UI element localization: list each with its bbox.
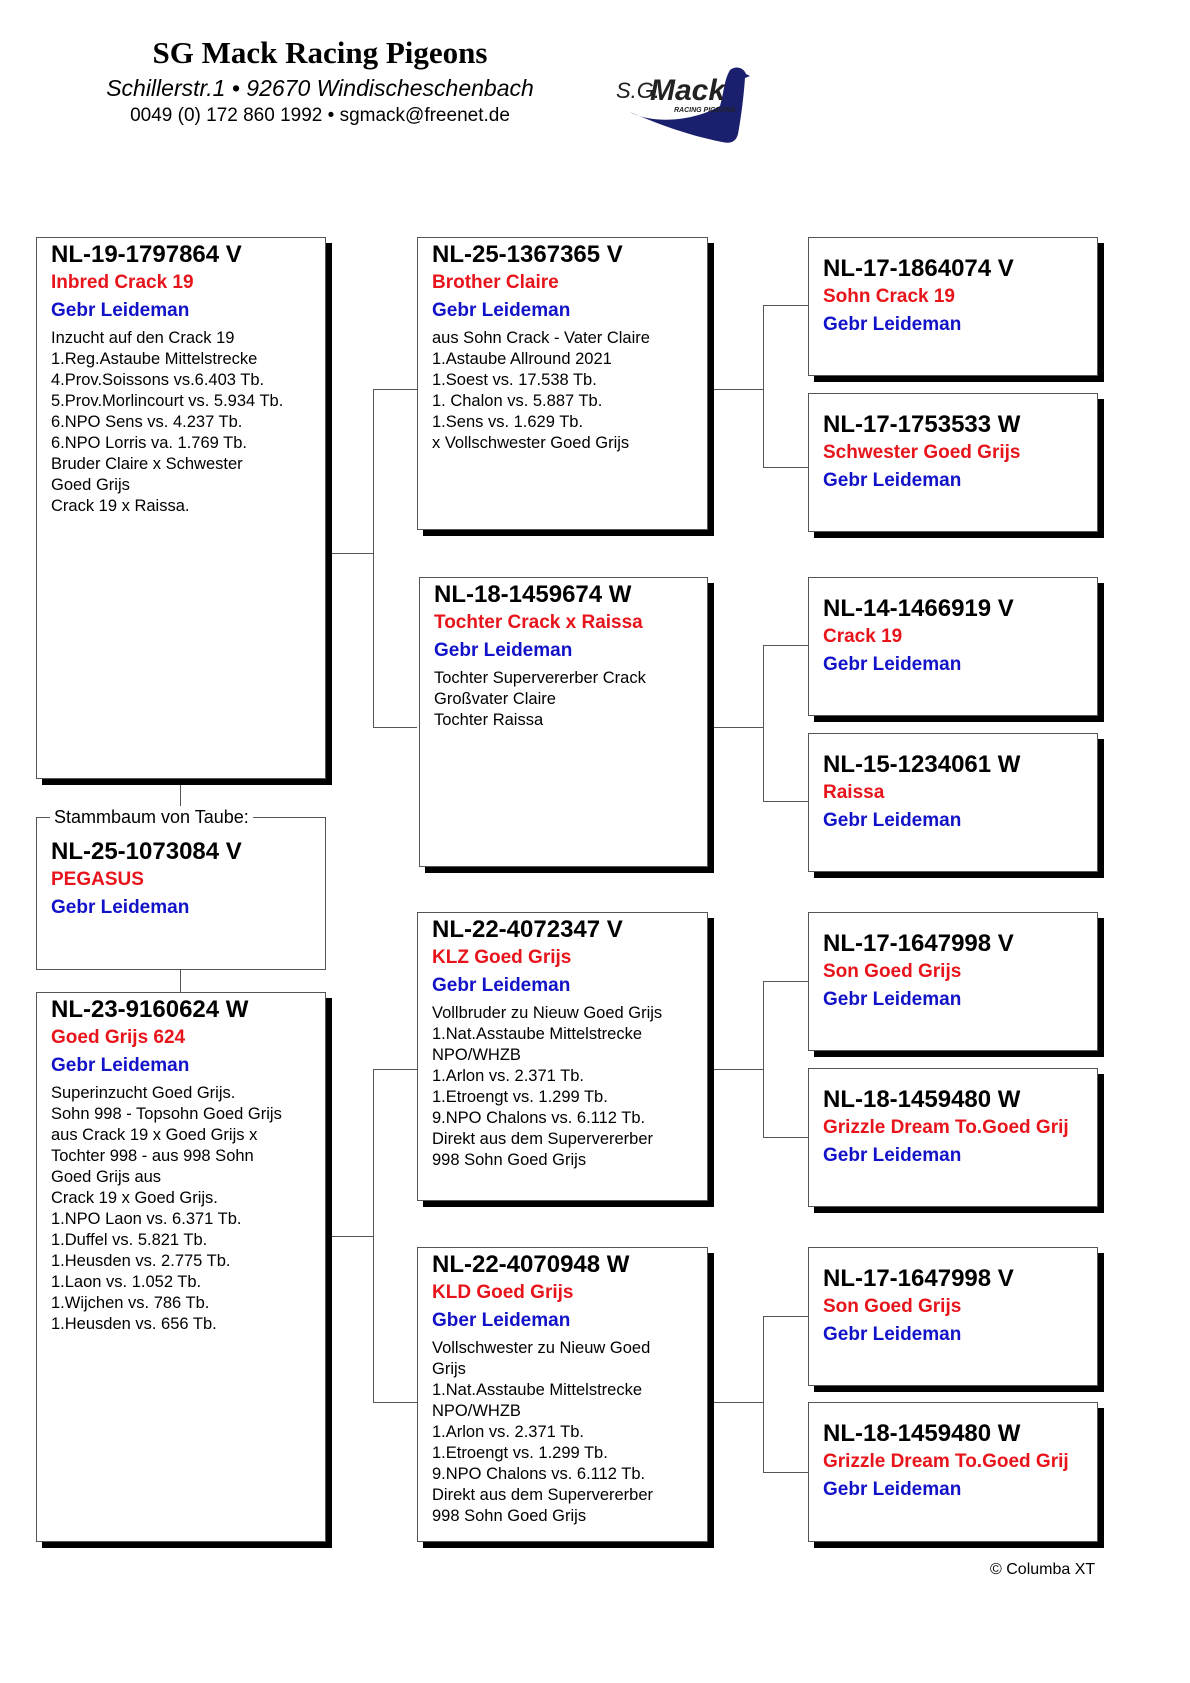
connector [763, 1137, 808, 1138]
page-title: SG Mack Racing Pigeons [152, 35, 488, 70]
address-line: Schillerstr.1 • 92670 Windischeschenbach [106, 75, 534, 101]
pigeon-name: Inbred Crack 19 [51, 272, 194, 293]
connector [763, 645, 808, 646]
pigeon-name: Brother Claire [432, 272, 559, 293]
ring-number: NL-25-1367365 V [432, 241, 623, 268]
ring-number: NL-23-9160624 W [51, 996, 249, 1023]
connector [373, 389, 417, 390]
great-grandparent-card[interactable] [808, 1247, 1098, 1386]
contact-line: 0049 (0) 172 860 1992 • sgmack@freenet.de [130, 105, 510, 126]
pedigree-notes: aus Sohn Crack - Vater Claire 1.Astaube Allround 2021 1.Soest vs. 17.538 Tb. 1. Chalon vs. 5.887 Tb. 1.Sens vs. 1.629 Tb. x Vollschwester Goed Grijs [432, 329, 650, 452]
ring-number: NL-18-1459480 W [823, 1420, 1021, 1447]
connector [373, 389, 374, 727]
ring-number: NL-25-1073084 V [51, 838, 242, 865]
pigeon-name: Grizzle Dream To.Goed Grij [823, 1117, 1069, 1138]
ring-number: NL-22-4070948 W [432, 1251, 630, 1278]
connector [763, 305, 764, 467]
sire-card[interactable] [36, 237, 326, 779]
pigeon-name: Crack 19 [823, 626, 903, 647]
pigeon-name: Goed Grijs 624 [51, 1027, 186, 1048]
logo-subtext: RACING PIGEONS [674, 107, 736, 114]
ring-number: NL-18-1459674 W [434, 581, 632, 608]
pigeon-name: Grizzle Dream To.Goed Grij [823, 1451, 1069, 1472]
grandparent-card[interactable] [417, 237, 708, 530]
connector [180, 969, 181, 992]
sg-mack-pigeon-logo [612, 62, 752, 147]
breeder: Gebr Leideman [432, 300, 571, 321]
ring-number: NL-17-1864074 V [823, 255, 1014, 282]
great-grandparent-card[interactable] [808, 1402, 1098, 1542]
connector [713, 1402, 763, 1403]
connector [713, 389, 763, 390]
pigeon-name: PEGASUS [51, 869, 144, 890]
pigeon-name: Son Goed Grijs [823, 1296, 962, 1317]
pedigree-notes: Vollbruder zu Nieuw Goed Grijs 1.Nat.Asstaube Mittelstrecke NPO/WHZB 1.Arlon vs. 2.371 Tb. 1.Etroengt vs. 1.299 Tb. 9.NPO Chalons vs. 6.112 Tb. Direkt aus dem Supervererber 998 Sohn Goed Grijs [432, 1004, 663, 1169]
breeder: Gebr Leideman [823, 314, 962, 335]
connector [373, 1069, 417, 1070]
connector [763, 1316, 764, 1472]
connector [763, 467, 808, 468]
pigeon-name: Schwester Goed Grijs [823, 442, 1021, 463]
pigeon-name: Raissa [823, 782, 885, 803]
connector [713, 727, 763, 728]
ring-number: NL-17-1753533 W [823, 411, 1021, 438]
breeder: Gebr Leideman [823, 1145, 962, 1166]
subject-label: Stammbaum von Taube: [50, 806, 253, 828]
connector [763, 305, 808, 306]
connector [373, 1069, 374, 1402]
connector [763, 1472, 808, 1473]
logo-text-sg: S.G. [616, 78, 661, 103]
connector [331, 1236, 373, 1237]
pigeon-name: KLD Goed Grijs [432, 1282, 574, 1303]
connector [373, 727, 417, 728]
breeder: Gebr Leideman [51, 897, 190, 918]
breeder: Gebr Leideman [823, 654, 962, 675]
pigeon-name: KLZ Goed Grijs [432, 947, 572, 968]
pedigree-notes: Vollschwester zu Nieuw Goed Grijs 1.Nat.Asstaube Mittelstrecke NPO/WHZB 1.Arlon vs. 2.371 Tb. 1.Etroengt vs. 1.299 Tb. 9.NPO Chalons vs. 6.112 Tb. Direkt aus dem Supervererber 998 Sohn Goed Grijs [432, 1339, 654, 1525]
breeder: Gebr Leideman [51, 1055, 190, 1076]
connector [763, 801, 808, 802]
breeder: Gebr Leideman [823, 810, 962, 831]
connector [763, 1316, 808, 1317]
ring-number: NL-18-1459480 W [823, 1086, 1021, 1113]
ring-number: NL-17-1647998 V [823, 930, 1014, 957]
great-grandparent-card[interactable] [808, 577, 1098, 716]
pigeon-name: Tochter Crack x Raissa [434, 612, 643, 633]
pigeon-name: Son Goed Grijs [823, 961, 962, 982]
connector [331, 553, 373, 554]
ring-number: NL-15-1234061 W [823, 751, 1021, 778]
breeder: Gber Leideman [432, 1310, 571, 1331]
pedigree-notes: Superinzucht Goed Grijs. Sohn 998 - Topsohn Goed Grijs aus Crack 19 x Goed Grijs x Tochter 998 - aus 998 Sohn Goed Grijs aus Crack 19 x Goed Grijs. 1.NPO Laon vs. 6.371 Tb. 1.Duffel vs. 5.821 Tb. 1.Heusden vs. 2.775 Tb. 1.Laon vs. 1.052 Tb. 1.Wijchen vs. 786 Tb. 1.Heusden vs. 656 Tb. [51, 1084, 282, 1333]
great-grandparent-card[interactable] [808, 1068, 1098, 1207]
logo-text-mack: Mack [650, 74, 726, 107]
grandparent-card[interactable] [419, 577, 708, 867]
pigeon-name: Sohn Crack 19 [823, 286, 955, 307]
breeder: Gebr Leideman [823, 470, 962, 491]
pedigree-notes: Tochter Supervererber Crack Großvater Claire Tochter Raissa [434, 669, 646, 729]
breeder: Gebr Leideman [432, 975, 571, 996]
great-grandparent-card[interactable] [808, 733, 1098, 872]
breeder: Gebr Leideman [51, 300, 190, 321]
connector [763, 981, 808, 982]
ring-number: NL-19-1797864 V [51, 241, 242, 268]
grandparent-card[interactable] [417, 1247, 708, 1542]
copyright: © Columba XT [990, 1561, 1096, 1578]
connector [713, 1069, 763, 1070]
connector [373, 1402, 417, 1403]
pedigree-notes: Inzucht auf den Crack 19 1.Reg.Astaube Mittelstrecke 4.Prov.Soissons vs.6.403 Tb. 5.Prov.Morlincourt vs. 5.934 Tb. 6.NPO Sens vs. 4.237 Tb. 6.NPO Lorris va. 1.769 Tb. Bruder Claire x Schwester Goed Grijs Crack 19 x Raissa. [51, 329, 284, 515]
ring-number: NL-22-4072347 V [432, 916, 623, 943]
great-grandparent-card[interactable] [808, 912, 1098, 1051]
connector [763, 645, 764, 801]
breeder: Gebr Leideman [823, 989, 962, 1010]
dam-card[interactable] [36, 992, 326, 1542]
ring-number: NL-14-1466919 V [823, 595, 1014, 622]
ring-number: NL-17-1647998 V [823, 1265, 1014, 1292]
breeder: Gebr Leideman [823, 1479, 962, 1500]
breeder: Gebr Leideman [823, 1324, 962, 1345]
breeder: Gebr Leideman [434, 640, 573, 661]
connector [763, 981, 764, 1137]
subject-card[interactable] [36, 817, 326, 970]
great-grandparent-card[interactable] [808, 393, 1098, 532]
great-grandparent-card[interactable] [808, 237, 1098, 376]
grandparent-card[interactable] [417, 912, 708, 1201]
